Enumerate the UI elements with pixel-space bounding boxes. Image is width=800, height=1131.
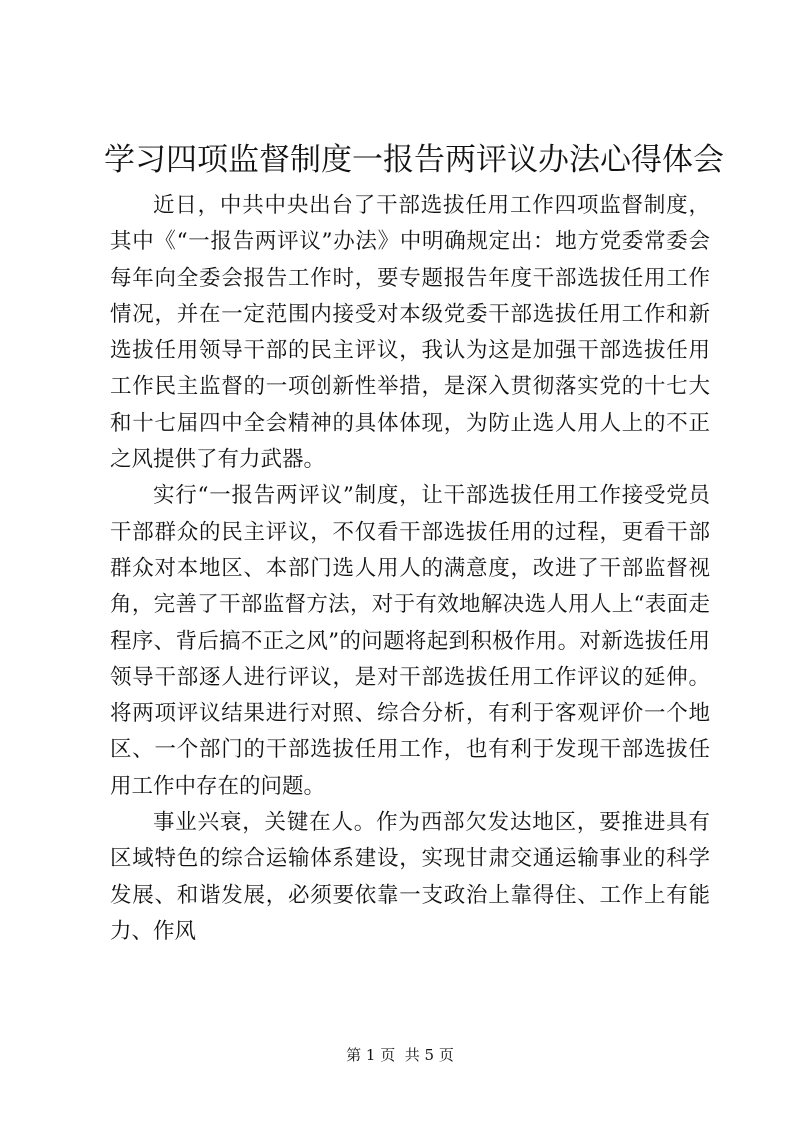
paragraph-3: 事业兴衰，关键在人。作为西部欠发达地区，要推进具有区域特色的综合运输体系建设，实现甘肃交通运输事业的科学发展、和谐发展，必须要依靠一支政治上靠得住、工作上有能力、作风 <box>110 810 710 944</box>
document-body <box>110 188 710 950</box>
paragraph-1: 近日，中共中央出台了干部选拔任用工作四项监督制度，其中《“一报告两评议”办法》中明确规定出：地方党委常委会每年向全委会报告工作时，要专题报告年度干部选拔任用工作情况，并在一定范围内接受对本级党委干部选拔任用工作和新选拔任用领导干部的民主评议，我认为这是加强干部选拔任用工作民主监督的一项创新性举措，是深入贯彻落实党的十七大和十七届四中全会精神的具体体现，为防止选人用人上的不正之风提供了有力武器。 <box>110 193 710 473</box>
paragraph-2: 实行“一报告两评议”制度，让干部选拔任用工作接受党员干部群众的民主评议，不仅看干部选拔任用的过程，更看干部群众对本地区、本部门选人用人的满意度，改进了干部监督视角，完善了干部监督方法，对于有效地解决选人用人上“表面走程序、背后搞不正之风”的问题将起到积极作用。对新选拔任用领导干部逐人进行评议，是对干部选拔任用工作评议的延伸。将两项评议结果进行对照、综合分析，有利于客观评价一个地区、一个部门的干部选拔任用工作，也有利于发现干部选拔任用工作中存在的问题。 <box>110 483 710 799</box>
document-title: 学习四项监督制度一报告两评议办法心得体会 <box>104 142 724 178</box>
page-number-label: 第 1 页 共 5 页 <box>346 1046 454 1064</box>
page-footer <box>0 1045 800 1065</box>
